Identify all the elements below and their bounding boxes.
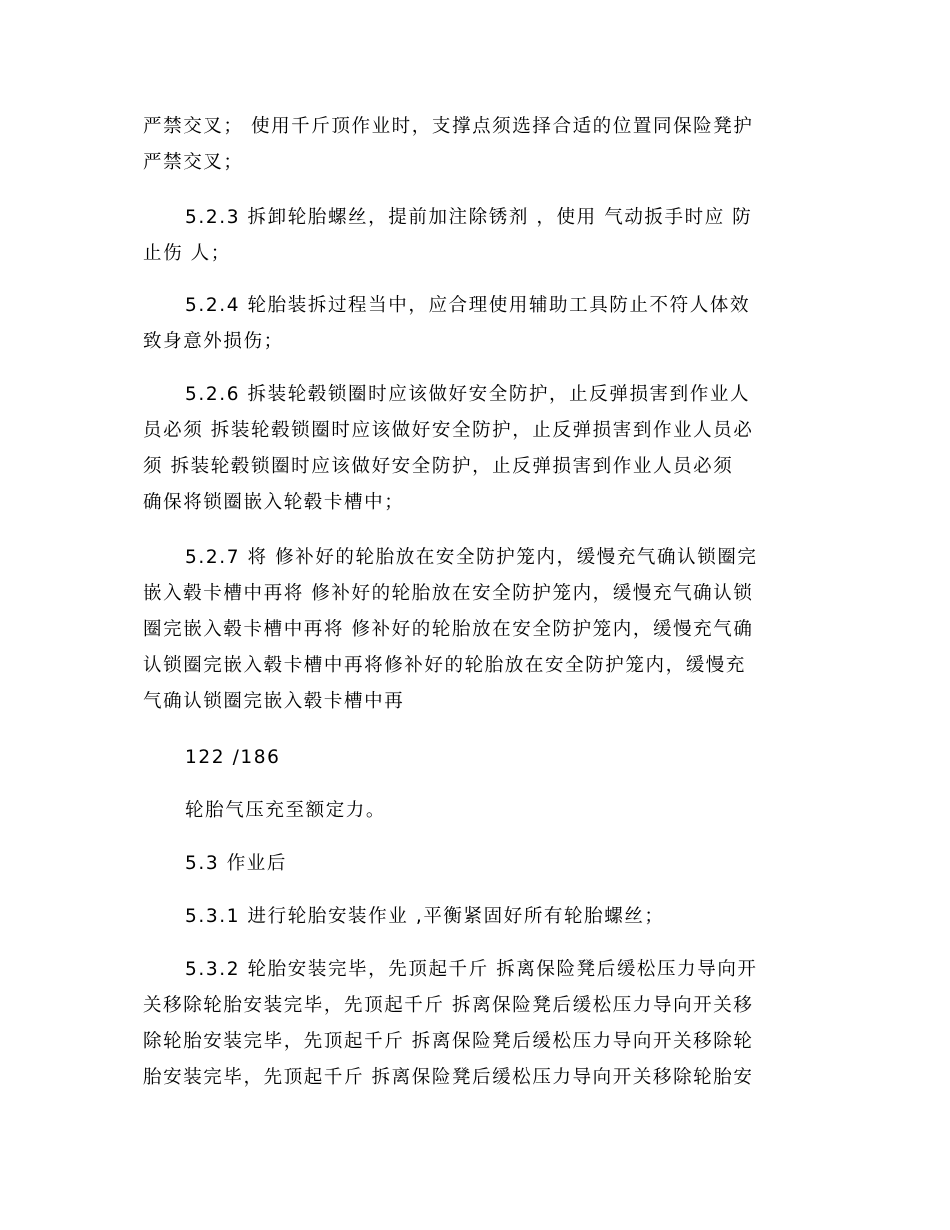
text-line: 嵌入毂卡槽中再将 修补好的轮胎放在安全防护笼内，缓慢充气确认锁 <box>143 583 754 604</box>
text-line: 确保将锁圈嵌入轮毂卡槽中； <box>143 492 405 513</box>
text-line: 胎安装完毕，先顶起千斤 拆离保险凳后缓松压力导向开关移除轮胎安 <box>143 1067 754 1088</box>
text-line: 止伤 人； <box>143 243 231 264</box>
item-5-3-1: 5.3.1 进行轮胎安装作业 ,平衡紧固好所有轮胎螺丝； <box>185 906 665 927</box>
text-line: 严禁交叉； 使用千斤顶作业时，支撑点须选择合适的位置同保险凳护 <box>143 116 754 137</box>
text-line: 须 拆装轮毂锁圈时应该做好安全防护，止反弹损害到作业人员必须 <box>143 456 734 477</box>
section-heading: 5.3 作业后 <box>185 853 288 874</box>
paragraph-5-2-4 <box>143 288 808 360</box>
paragraph-5-3-2 <box>143 952 808 1096</box>
page-number: 122 /186 <box>185 747 281 768</box>
text-line: 严禁交叉； <box>143 152 244 173</box>
text-line: 5.3.2 轮胎安装完毕，先顶起千斤 拆离保险凳后缓松压力导向开 <box>185 959 758 980</box>
text-line: 5.2.4 轮胎装拆过程当中，应合理使用辅助工具防止不符人体效 <box>185 295 751 316</box>
text-line: 5.2.3 拆卸轮胎螺丝，提前加注除锈剂 ，使用 气动扳手时应 防 <box>185 207 753 228</box>
text-line: 关移除轮胎安装完毕，先顶起千斤 拆离保险凳后缓松压力导向开关移 <box>143 995 754 1016</box>
text-line: 气确认锁圈完嵌入毂卡槽中再 <box>143 691 405 712</box>
paragraph-5-2-3 <box>143 200 808 272</box>
text-line: 员必须 拆装轮毂锁圈时应该做好安全防护，止反弹损害到作业人员必 <box>143 420 754 441</box>
text-line: 5.2.6 拆装轮毂锁圈时应该做好安全防护，止反弹损害到作业人 <box>185 384 751 405</box>
pressure-line: 轮胎气压充至额定力。 <box>185 800 387 821</box>
paragraph-jack-safety <box>143 109 808 181</box>
text-line: 5.2.7 将 修补好的轮胎放在安全防护笼内，缓慢充气确认锁圈完 <box>185 547 758 568</box>
paragraph-5-2-7 <box>143 540 808 720</box>
text-line: 认锁圈完嵌入毂卡槽中再将修补好的轮胎放在安全防护笼内，缓慢充 <box>143 655 747 676</box>
text-line: 圈完嵌入毂卡槽中再将 修补好的轮胎放在安全防护笼内，缓慢充气确 <box>143 619 754 640</box>
text-line: 致身意外损伤； <box>143 331 284 352</box>
paragraph-5-2-6 <box>143 377 808 521</box>
text-line: 除轮胎安装完毕，先顶起千斤 拆离保险凳后缓松压力导向开关移除轮 <box>143 1031 754 1052</box>
